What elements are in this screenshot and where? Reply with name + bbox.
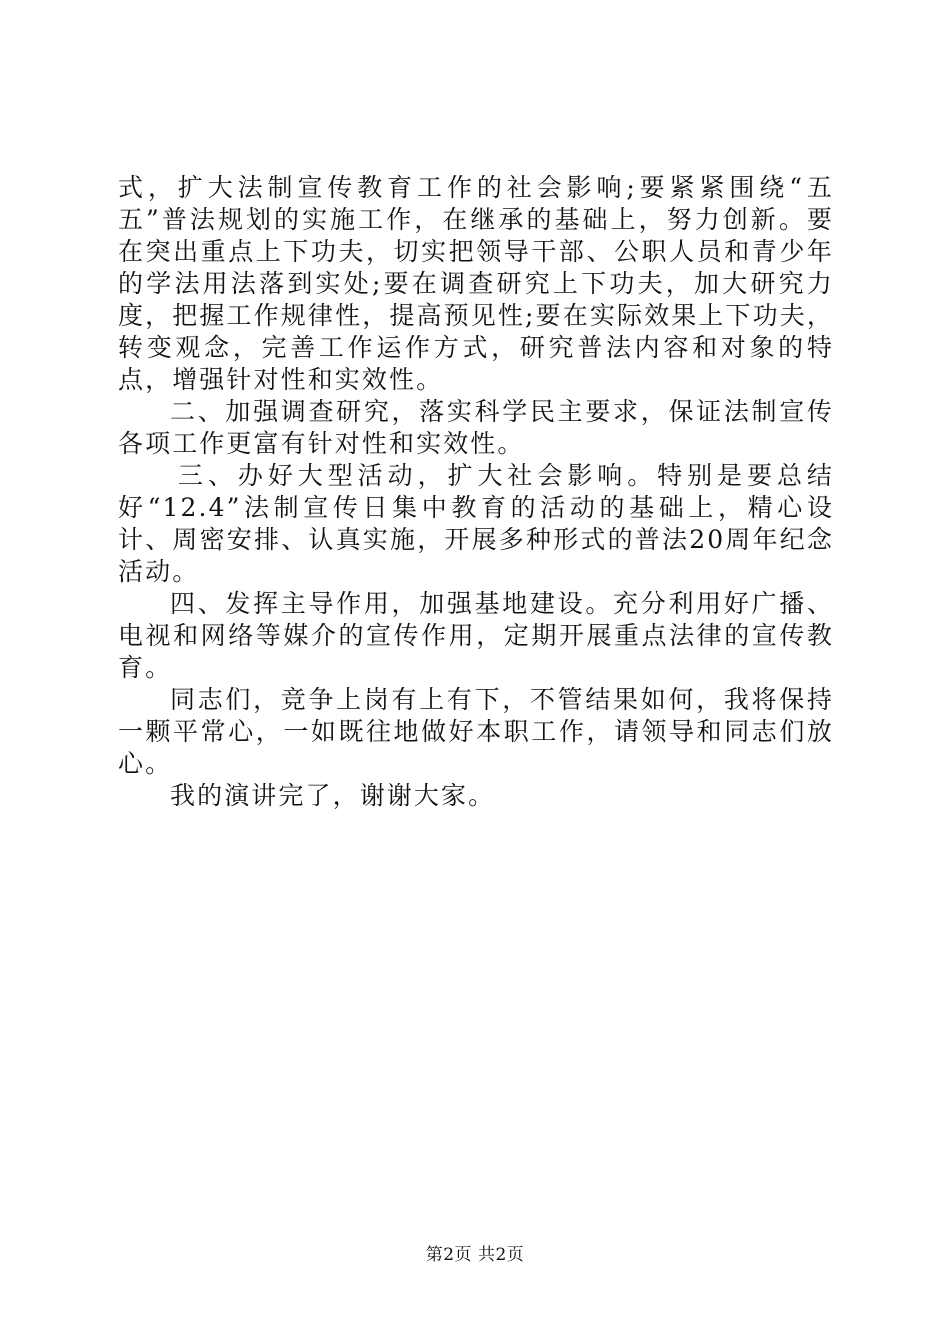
paragraph-closing-remarks: 同志们，竞争上岗有上有下，不管结果如何，我将保持一颗平常心，一如既往地做好本职工作，请领导和同志们放心。 [118,685,834,778]
paragraph-point-three: 三、办好大型活动，扩大社会影响。特别是要总结好“12.4”法制宣传日集中教育的活动的基础上，精心设计、周密安排、认真实施，开展多种形式的普法20周年纪念活动。 [118,461,834,586]
paragraph-continuation: 式，扩大法制宣传教育工作的社会影响;要紧紧围绕“五五”普法规划的实施工作，在继承的基础上，努力创新。要在突出重点上下功夫，切实把领导干部、公职人员和青少年的学法用法落到实处;要在调查研究上下功夫，加大研究力度，把握工作规律性，提高预见性;要在实际效果上下功夫，转变观念，完善工作运作方式，研究普法内容和对象的特点，增强针对性和实效性。 [118,173,834,394]
document-body [118,172,834,812]
paragraph-thanks: 我的演讲完了，谢谢大家。 [170,781,496,810]
page-footer: 第2页 共2页 [425,1245,525,1265]
paragraph-point-four: 四、发挥主导作用，加强基地建设。充分利用好广播、电视和网络等媒介的宣传作用，定期开展重点法律的宣传教育。 [118,589,834,682]
paragraph-point-two: 二、加强调查研究，落实科学民主要求，保证法制宣传各项工作更富有针对性和实效性。 [118,397,834,458]
